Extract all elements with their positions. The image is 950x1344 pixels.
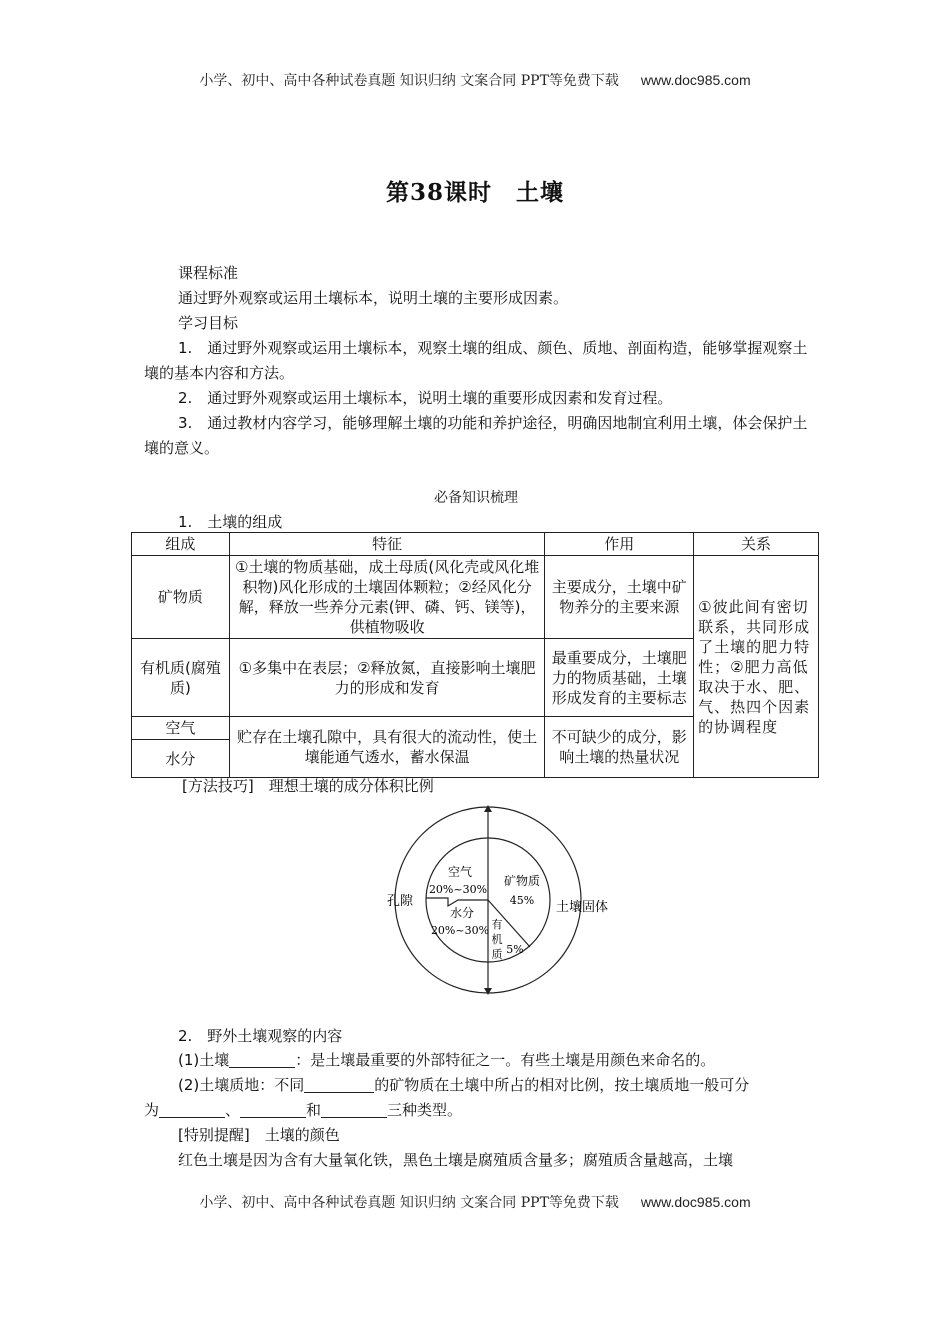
mineral-pct: 45% [509,894,535,907]
footer-url[interactable]: www.doc985.com [640,1194,751,1210]
item1-prefix: (1)土壤 [178,1051,230,1069]
water-pct: 20%~30% [430,924,490,937]
cell-mineral-role: 主要成分，土壤中矿物养分的主要来源 [545,556,694,639]
table-header-row [132,533,819,556]
page-header [0,70,950,90]
knowledge-heading: 必备知识梳理 [434,490,518,506]
method-label: [方法技巧] 理想土壤的成分体积比例 [182,777,434,795]
item2-end: 三种类型。 [387,1101,463,1119]
organic-pct: 5% [506,943,524,956]
item1-suffix: ：是土壤最重要的外部特征之一。有些土壤是用颜色来命名的。 [295,1051,716,1069]
pore-label: 孔隙 [386,894,414,909]
item2-middle: 的矿物质在土壤中所占的相对比例，按土壤质地一般可分 [374,1076,750,1094]
cell-organic-feature: ①多集中在表层；②释放氮，直接影响土壤肥力的形成和发育 [229,639,544,717]
organic-char-3: 质 [491,948,503,961]
footer-text: 小学、初中、高中各种试卷真题 知识归纳 文案合同 PPT等免费下载 [199,1195,619,1211]
arrow-top-icon [484,805,492,812]
objective-item-1: 1. 通过野外观察或运用土壤标本，观察土壤的组成、颜色、质地、剖面构造，能够掌握观察土壤的基本内容和方法。 [144,339,808,382]
organic-char-1: 有 [491,918,503,931]
item2-sep: 、 [225,1101,241,1119]
cell-relation: ①彼此间有密切联系，共同形成了土壤的肥力特性；②肥力高低取决于水、肥、气、热四个因素的协调程度 [694,556,819,778]
blank-type-1[interactable] [159,1101,225,1118]
blank-type-3[interactable] [321,1101,387,1118]
header-url[interactable]: www.doc985.com [640,72,751,88]
cell-mineral-name: 矿物质 [132,556,230,639]
blank-particle-size[interactable] [304,1076,374,1093]
table-row-mineral [132,556,819,639]
item2-wei: 为 [144,1101,160,1119]
section2-title: 2. 野外土壤观察的内容 [178,1027,343,1045]
standard-text: 通过野外观察或运用土壤标本，说明土壤的主要形成因素。 [178,289,569,307]
blank-type-2[interactable] [240,1101,306,1118]
item2-and: 和 [306,1101,322,1119]
air-label: 空气 [447,865,473,879]
section2-item1 [178,1048,818,1073]
item2-prefix: (2)土壤质地：不同 [178,1076,305,1094]
cell-air-water-feature: 贮存在土壤孔隙中，具有很大的流动性，使土壤能通气透水，蓄水保温 [229,717,544,778]
air-water-divider [426,898,488,906]
standard-heading: 课程标准 [178,264,239,282]
organic-char-2: 机 [491,933,503,946]
objective-item-3: 3. 通过教材内容学习，能够理解土壤的功能和养护途径，明确因地制宜利用土壤，体会保护土壤的意义。 [144,414,808,457]
section2-item2-cont [144,1098,808,1123]
air-pct: 20%~30% [428,883,488,896]
cell-air-name: 空气 [132,717,230,740]
header-cell-feature: 特征 [229,533,544,556]
cell-mineral-feature: ①土壤的物质基础，成土母质(风化壳或风化堆积物)风化形成的土壤固体颗粒；②经风化分解，释放一些养分元素(钾、磷、钙、镁等)，供植物吸收 [229,556,544,639]
soil-composition-table [131,532,819,778]
section2-item2 [178,1073,818,1098]
page-title: 第38课时 土壤 [385,179,564,206]
header-cell-relation: 关系 [694,533,819,556]
objective-item-2: 2. 通过野外观察或运用土壤标本，说明土壤的重要形成因素和发育过程。 [178,389,673,407]
water-label: 水分 [449,906,475,920]
cell-organic-name: 有机质(腐殖质) [132,639,230,717]
blank-soil-color[interactable] [229,1051,295,1068]
objectives-heading: 学习目标 [178,314,239,332]
soil-volume-diagram [370,802,620,1002]
cell-air-water-role: 不可缺少的成分，影响土壤的热量状况 [545,717,694,778]
tip-label: [特别提醒] 土壤的颜色 [178,1126,340,1144]
page-footer [0,1192,950,1212]
section1-title: 1. 土壤的组成 [178,513,283,531]
header-cell-role: 作用 [545,533,694,556]
header-cell-composition: 组成 [132,533,230,556]
cell-organic-role: 最重要成分，土壤肥力的物质基础，土壤形成发育的主要标志 [545,639,694,717]
header-text: 小学、初中、高中各种试卷真题 知识归纳 文案合同 PPT等免费下载 [199,73,619,89]
mineral-label: 矿物质 [503,874,541,888]
arrow-bottom-icon [484,988,492,995]
tip-text: 红色土壤是因为含有大量氧化铁，黑色土壤是腐殖质含量多；腐殖质含量越高，土壤 [178,1151,734,1169]
cell-water-name: 水分 [132,740,230,778]
solid-label: 土壤固体 [555,900,609,915]
